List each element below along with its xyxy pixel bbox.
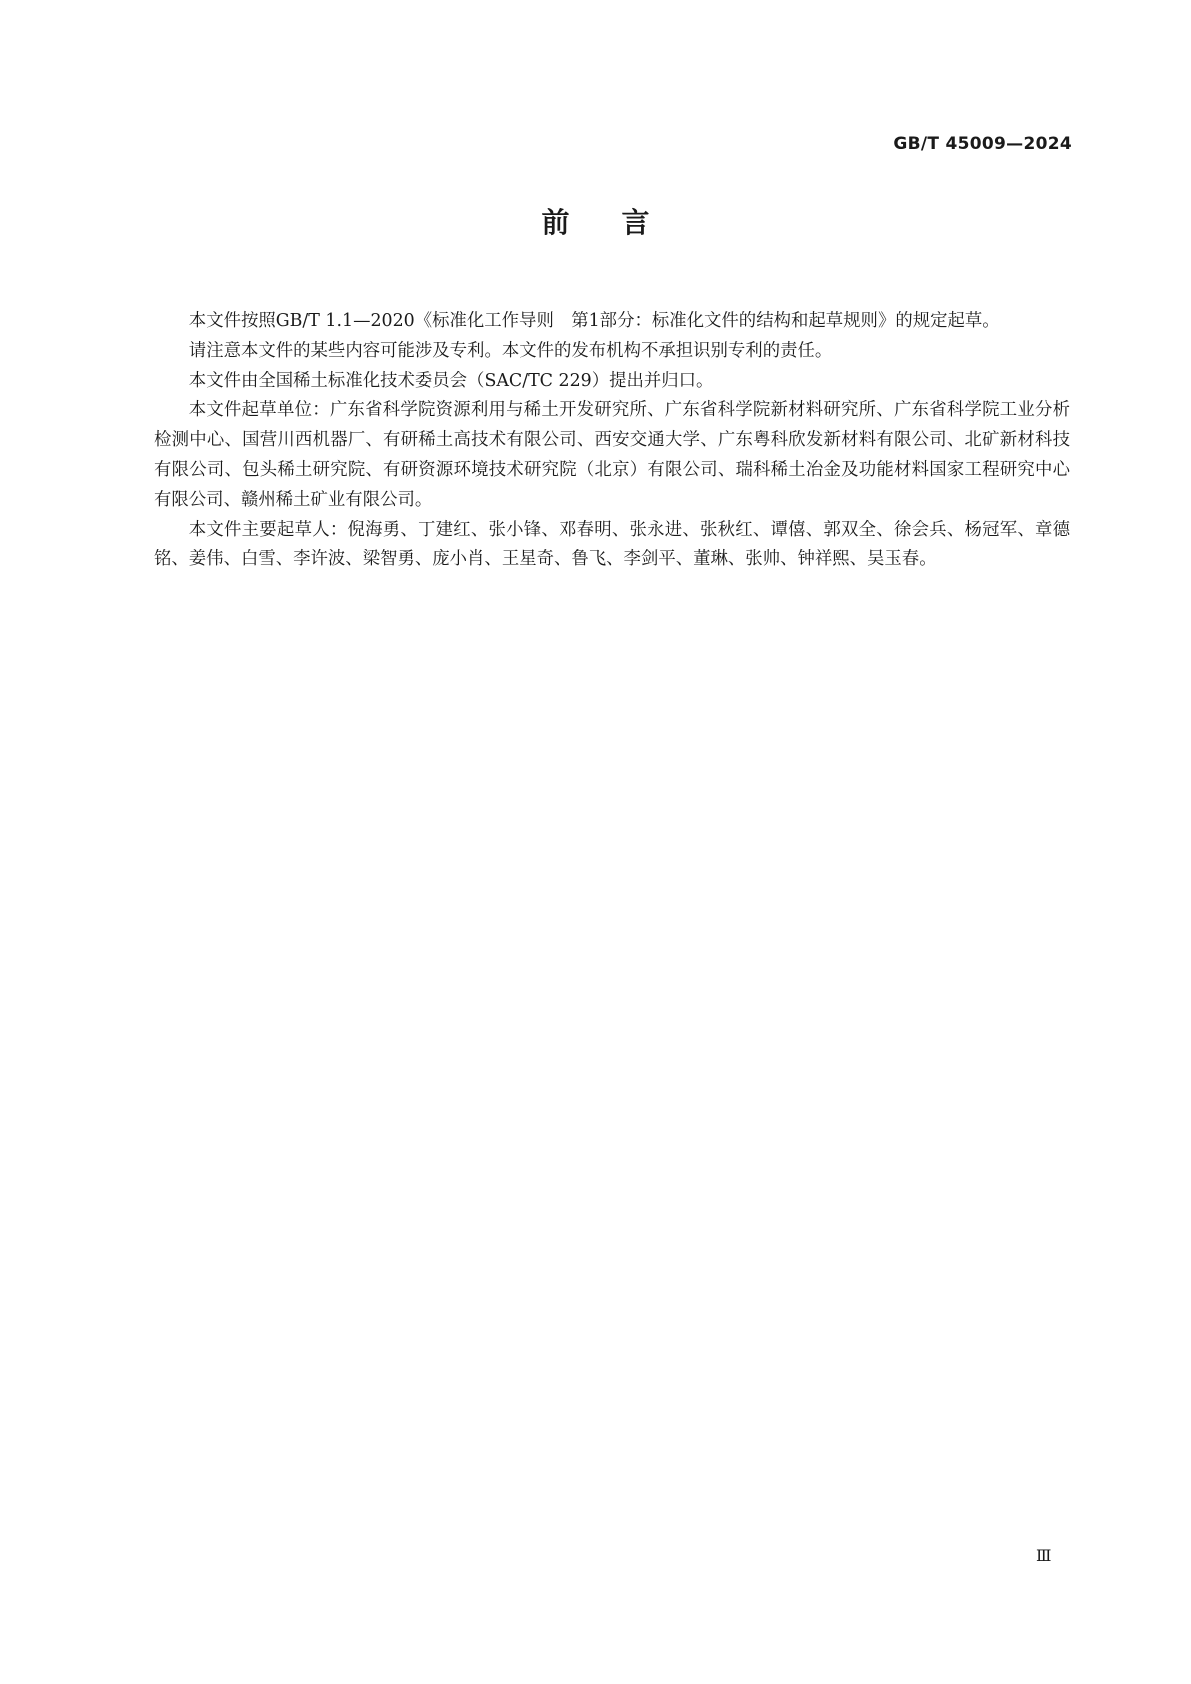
paragraph-drafters: 本文件主要起草人：倪海勇、丁建红、张小锋、邓春明、张永进、张秋红、谭僖、郭双全、徐会兵、杨冠军、章德铭、姜伟、白雪、李许波、梁智勇、庞小肖、王星奇、鲁飞、李剑平、董琳、张帅、钟祥熙、吴玉春。	[154, 519, 1070, 570]
standard-number: GB/T 45009—2024	[893, 134, 1072, 154]
paragraph-proposer: 本文件由全国稀土标准化技术委员会（SAC/TC 229）提出并归口。	[188, 370, 714, 391]
page-number: Ⅲ	[1036, 1546, 1052, 1565]
paragraph-drafting-rules: 本文件按照GB/T 1.1—2020《标准化工作导则 第1部分：标准化文件的结构和起草规则》的规定起草。	[188, 311, 1000, 331]
page-title: 前言	[541, 206, 702, 239]
paragraph-drafting-units: 本文件起草单位：广东省科学院资源利用与稀土开发研究所、广东省科学院新材料研究所、广东省科学院工业分析检测中心、国营川西机器厂、有研稀土高技术有限公司、西安交通大学、广东粤科欣发新材料有限公司、北矿新材科技有限公司、包头稀土研究院、有研资源环境技术研究院（北京）有限公司、瑞科稀土冶金及功能材料国家工程研究中心有限公司、赣州稀土矿业有限公司。	[154, 400, 1070, 510]
paragraph-patent-notice: 请注意本文件的某些内容可能涉及专利。本文件的发布机构不承担识别专利的责任。	[188, 340, 833, 361]
foreword-body	[154, 307, 1070, 575]
